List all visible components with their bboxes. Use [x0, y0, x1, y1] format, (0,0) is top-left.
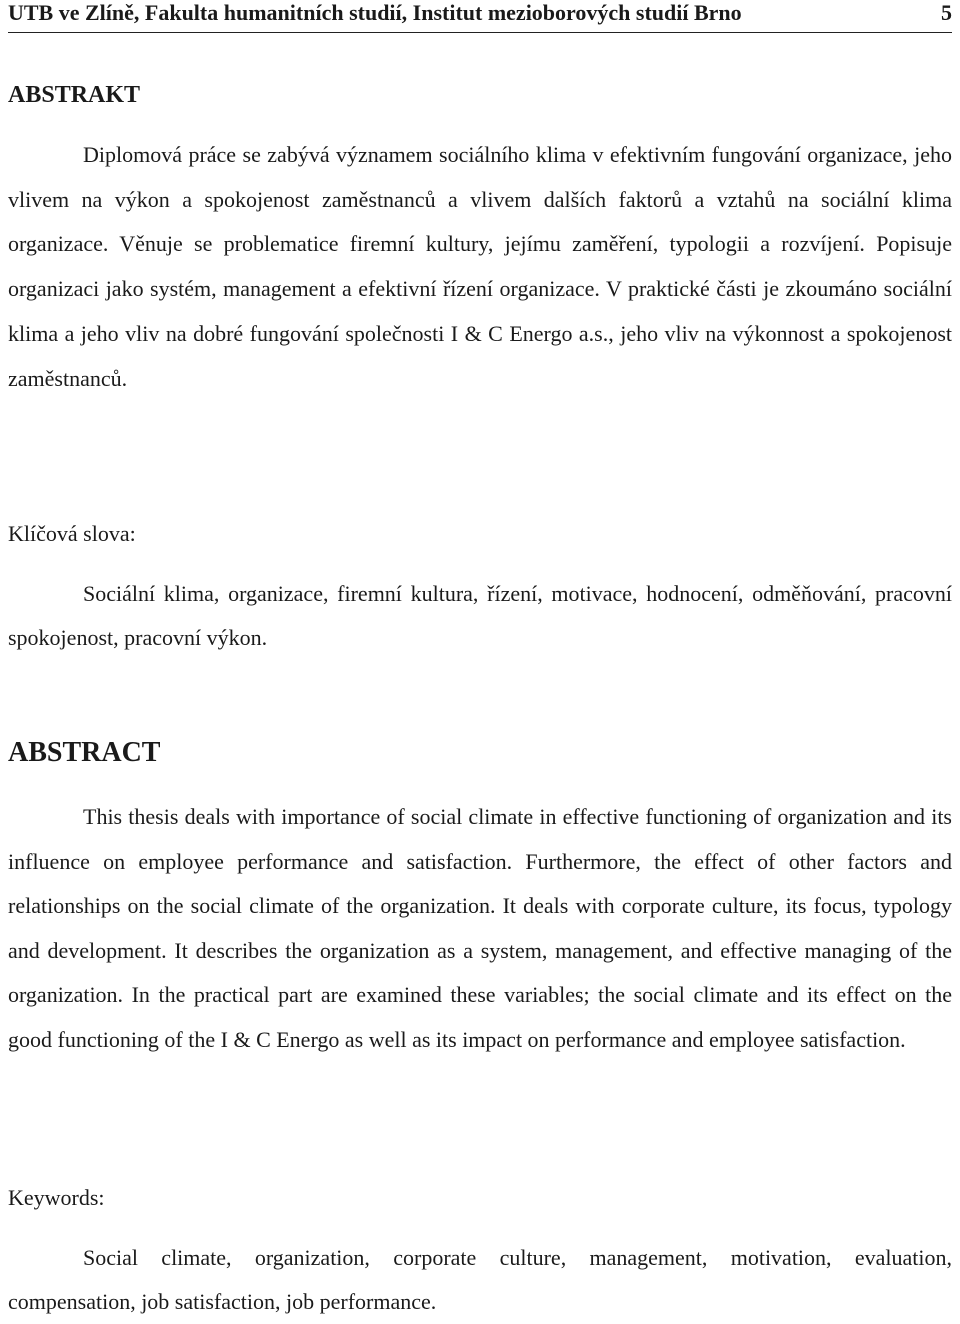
czech-abstract-heading: ABSTRAKT	[8, 82, 141, 108]
english-keywords-text: Social climate, organization, corporate culture, management, motivation, evaluation, compensation, job satisfaction, job performance.	[8, 1245, 952, 1314]
czech-abstract	[8, 133, 952, 401]
english-keywords	[8, 1236, 952, 1324]
czech-keywords	[8, 572, 952, 660]
page-number: 5	[941, 0, 952, 25]
czech-keywords-text: Sociální klima, organizace, firemní kultura, řízení, motivace, hodnocení, odměňování, pracovní spokojenost, pracovní výkon.	[8, 581, 952, 650]
english-keywords-label: Keywords:	[8, 1185, 105, 1210]
czech-keywords-label: Klíčová slova:	[8, 521, 136, 546]
page-header	[8, 0, 952, 33]
header-title: UTB ve Zlíně, Fakulta humanitních studií, Institut mezioborových studií Brno	[8, 0, 742, 25]
english-abstract-heading: ABSTRACT	[8, 737, 161, 768]
english-abstract	[8, 795, 952, 1063]
english-abstract-text: This thesis deals with importance of social climate in effective functioning of organization and its influence on employee performance and satisfaction. Furthermore, the effect of other factors and relationships on the social climate of the organization. It deals with corporate culture, its focus, typology and development. It describes the organization as a system, management, and effective managing of the organization. In the practical part are examined these variables; the social climate and its effect on the good functioning of the I & C Energo as well as its impact on performance and employee satisfaction.	[8, 804, 952, 1052]
czech-abstract-text: Diplomová práce se zabývá významem sociálního klima v efektivním fungování organizace, jeho vlivem na výkon a spokojenost zaměstnanců a vlivem dalších faktorů a vztahů na sociální klima organizace. Věnuje se problematice firemní kultury, jejímu zaměření, typologii a rozvíjení. Popisuje organizaci jako systém, management a efektivní řízení organizace. V praktické části je zkoumáno sociální klima a jeho vliv na dobré fungování společnosti I & C Energo a.s., jeho vliv na výkonnost a spokojenost zaměstnanců.	[8, 142, 952, 391]
